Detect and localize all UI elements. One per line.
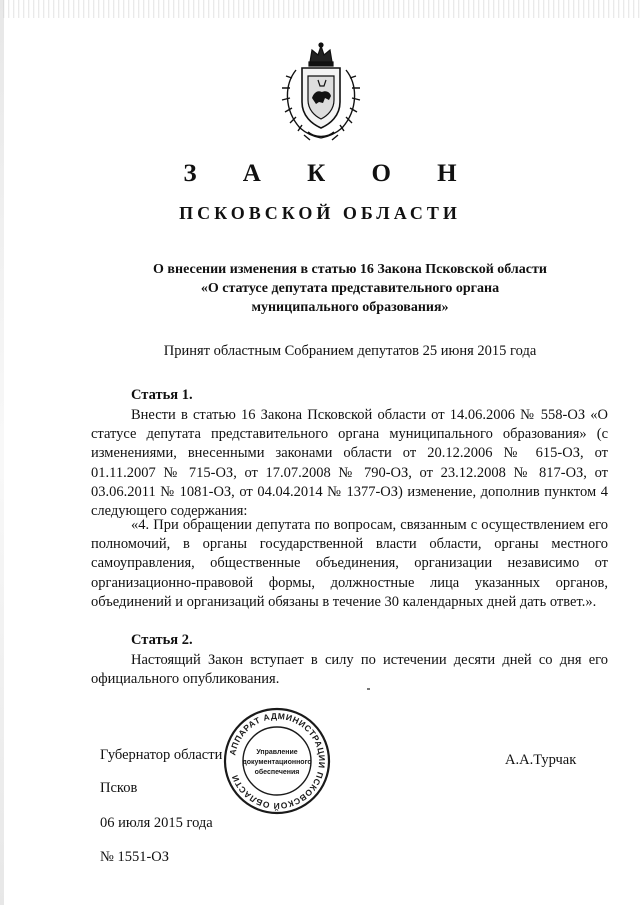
signing-city: Псков	[100, 780, 138, 796]
scan-side-shadow	[0, 0, 4, 905]
law-number: № 1551-ОЗ	[100, 849, 170, 865]
seal-ring-text: АППАРАТ АДМИНИСТРАЦИИ ПСКОВСКОЙ ОБЛАСТИ	[227, 710, 328, 812]
signing-date: 06 июля 2015 года	[100, 815, 213, 831]
adoption-statement: Принят областным Собранием депутатов 25 июня 2015 года	[163, 343, 537, 359]
seal-line: обеспечения	[254, 769, 300, 776]
article-1-text: Внести в статью 16 Закона Псковской области от 14.06.2006 № 558-ОЗ «О статусе депутата представительного органа муниципального образования» (с изменениями, внесенными законами области от 20.12.2006 № 615-ОЗ, от 01.11.2007 № 715-ОЗ, от 17.07.2008 № 790-ОЗ, от 23.12.2008 № 817-ОЗ, от 03.06.2011 № 1081-ОЗ, от 04.04.2014 № 1377-ОЗ) изменение, дополнив пунктом 4 следующего содержания:	[91, 407, 608, 520]
article-1-heading: Статья 1.	[131, 387, 193, 403]
law-name-line: муниципального образования»	[251, 300, 449, 315]
law-name	[0, 260, 640, 317]
seal-line: документационного	[242, 759, 312, 766]
round-seal-icon	[222, 706, 332, 816]
article-2-heading: Статья 2.	[131, 632, 193, 648]
signatory-position: Губернатор области	[100, 747, 223, 763]
article-2-text: Настоящий Закон вступает в силу по истечении десяти дней со дня его официального опубликования.	[91, 652, 608, 688]
document-title: З А К О Н	[183, 160, 477, 187]
scan-edge-noise	[0, 0, 640, 18]
coat-of-arms-icon	[274, 40, 368, 144]
seal-line: Управление	[256, 749, 298, 756]
law-name-line: О внесении изменения в статью 16 Закона Псковской области	[153, 262, 547, 277]
article-1-quote: «4. При обращении депутата по вопросам, связанным с осуществлением его полномочий, в органы государственной власти области, органы местного самоуправления, общественные объединения, организации независимо от организационно-правовой формы, должностные лица указанных органов, объединений и организаций обязаны в течение 30 календарных дней дать ответ.».	[91, 517, 608, 610]
law-name-line: «О статусе депутата представительного органа	[200, 281, 500, 296]
signatory-name: А.А.Турчак	[505, 752, 577, 768]
document-subtitle: ПСКОВСКОЙ ОБЛАСТИ	[179, 203, 461, 223]
scan-speck	[367, 688, 370, 690]
